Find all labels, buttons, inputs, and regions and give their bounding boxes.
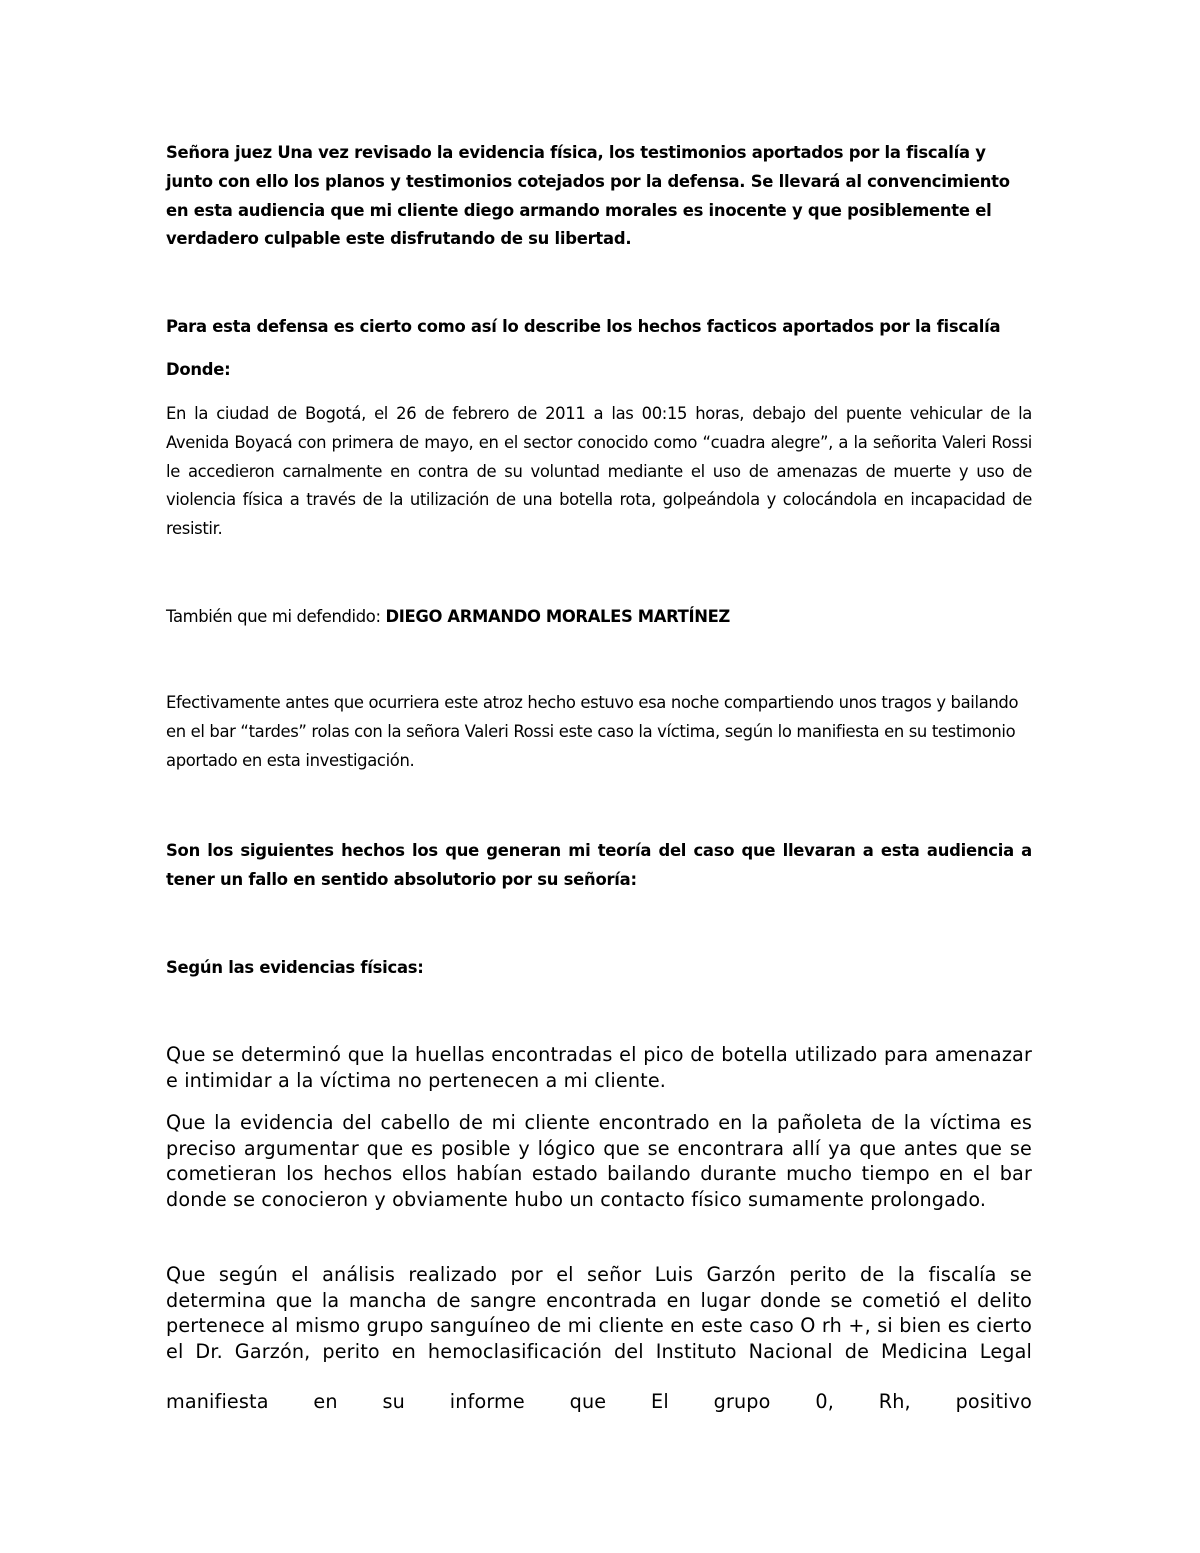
intro-paragraph: Señora juez Una vez revisado la evidencia física, los testimonios aportados por la fiscalía y junto con ello los planos y testimonios cotejados por la defensa. Se llevará al convencimiento en esta audiencia que mi cliente diego armando morales es inocente y que posiblemente el verdadero culpable este disfrutando de su libertad. (166, 143, 1010, 249)
defendant-paragraph (166, 603, 1032, 632)
defense-statement-paragraph: Para esta defensa es cierto como así lo describe los hechos facticos aportados por la fiscalía (166, 317, 1001, 336)
fingerprints-paragraph: Que se determinó que la huellas encontradas el pico de botella utilizado para amenazar e intimidar a la víctima no pertenecen a mi cliente. (166, 1043, 1032, 1092)
theory-paragraph: Son los siguientes hechos los que generan mi teoría del caso que llevaran a esta audiencia a tener un fallo en sentido absolutorio por su señoría: (166, 841, 1032, 889)
facts-paragraph: En la ciudad de Bogotá, el 26 de febrero de 2011 a las 00:15 horas, debajo del puente vehicular de la Avenida Boyacá con primera de mayo, en el sector conocido como “cuadra alegre”, a la señorita Valeri Rossi le accedieron carnalmente en contra de su voluntad mediante el uso de amenazas de muerte y uso de violencia física a través de la utilización de una botella rota, golpeándola y colocándola en incapacidad de resistir. (166, 404, 1032, 539)
defendant-intro-text: También que mi defendido: (166, 607, 386, 626)
hair-evidence-paragraph: Que la evidencia del cabello de mi cliente encontrado en la pañoleta de la víctima es preciso argumentar que es posible y lógico que se encontrara allí ya que antes que se cometieran los hechos ellos habían estado bailando durante mucho tiempo en el bar donde se conocieron y obviamente hubo un contacto físico sumamente prolongado. (166, 1111, 1032, 1211)
blood-analysis-continuation: manifiesta en su informe que El grupo 0, Rh, positivo (166, 1390, 1032, 1413)
blood-analysis-paragraph: Que según el análisis realizado por el señor Luis Garzón perito de la fiscalía se determina que la mancha de sangre encontrada en lugar donde se cometió el delito pertenece al mismo grupo sanguíneo de mi cliente en este caso O rh +, si bien es cierto el Dr. Garzón, perito en hemoclasificación del Instituto Nacional de Medicina Legal (166, 1263, 1032, 1363)
evidence-heading: Según las evidencias físicas: (166, 958, 424, 977)
defendant-name: DIEGO ARMANDO MORALES MARTÍNEZ (385, 607, 730, 626)
donde-heading: Donde: (166, 360, 231, 379)
context-paragraph: Efectivamente antes que ocurriera este atroz hecho estuvo esa noche compartiendo unos tragos y bailando en el bar “tardes” rolas con la señora Valeri Rossi este caso la víctima, según lo manifiesta en su testimonio aportado en esta investigación. (166, 693, 1019, 770)
